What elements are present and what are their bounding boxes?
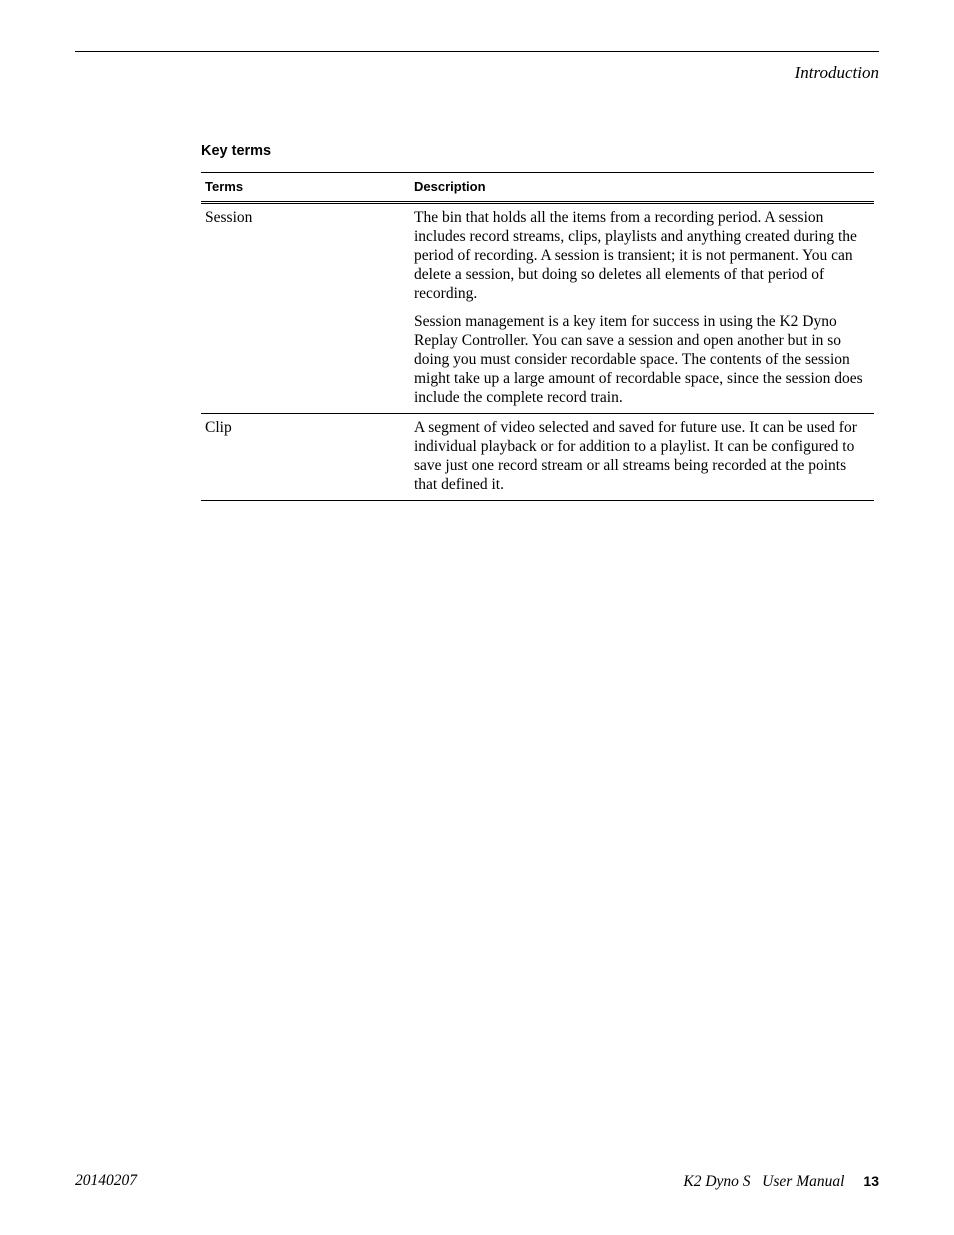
- table-row: [201, 414, 874, 501]
- header-rule: [75, 51, 879, 52]
- description-cell: [410, 203, 874, 414]
- term-cell: Clip: [201, 414, 410, 501]
- page-number: 13: [863, 1173, 879, 1189]
- description-paragraph: Session management is a key item for success in using the K2 Dyno Replay Controller. You can save a session and open another but in so doing you must consider recordable space. The contents of the session might take up a large amount of recordable space, since the session does include the complete record train.: [414, 313, 863, 406]
- table-row: [201, 203, 874, 414]
- running-head-title: Introduction: [794, 63, 879, 82]
- footer-date: 20140207: [75, 1172, 137, 1189]
- description-paragraph: The bin that holds all the items from a recording period. A session includes record streams, clips, playlists and anything created during the period of recording. A session is transient; it is not permanent. You can delete a session, but doing so deletes all elements of that period of recording.: [414, 209, 857, 302]
- table-header-row: [201, 173, 874, 203]
- section-title: Key terms: [201, 143, 272, 159]
- key-terms-table: [201, 172, 874, 501]
- column-header-terms: Terms: [201, 173, 410, 203]
- column-header-description: Description: [410, 173, 874, 203]
- term-cell: Session: [201, 203, 410, 414]
- description-paragraph: A segment of video selected and saved for future use. It can be used for individual playback or for addition to a playlist. It can be configured to save just one record stream or all streams being recorded at the points that defined it.: [414, 419, 857, 493]
- footer-right: [683, 1171, 879, 1192]
- footer-manual-title: K2 Dyno S User Manual: [683, 1173, 845, 1190]
- description-cell: [410, 414, 874, 501]
